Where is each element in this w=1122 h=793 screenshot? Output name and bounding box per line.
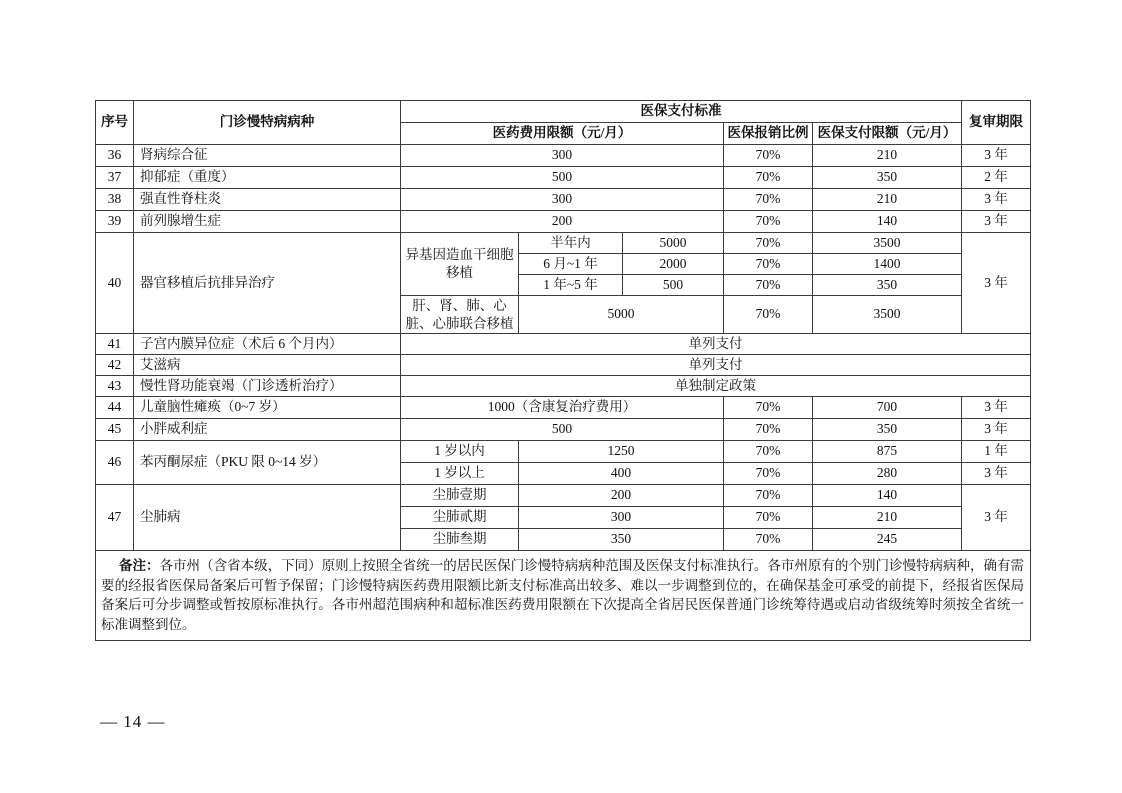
cell-pay-limit: 210 (813, 189, 962, 211)
table-row (96, 334, 1031, 355)
cell-period: 6 月~1 年 (519, 254, 623, 275)
table-row (96, 233, 1031, 254)
cell-pay-limit: 350 (813, 275, 962, 296)
cell-review: 3 年 (962, 397, 1031, 419)
cell-fee-limit: 300 (519, 507, 724, 529)
cell-pay-limit: 140 (813, 211, 962, 233)
cell-ratio: 70% (724, 254, 813, 275)
cell-ratio: 70% (724, 397, 813, 419)
cell-pay-limit: 140 (813, 485, 962, 507)
cell-no: 43 (96, 376, 134, 397)
cell-ratio: 70% (724, 529, 813, 551)
cell-review: 1 年 (962, 441, 1031, 463)
table-row (96, 441, 1031, 463)
cell-ratio: 70% (724, 296, 813, 334)
cell-age-band: 1 岁以上 (401, 463, 519, 485)
page-number: — 14 — (100, 712, 166, 731)
cell-disease: 艾滋病 (134, 355, 401, 376)
cell-pay-limit: 210 (813, 145, 962, 167)
header-row-1 (96, 101, 1031, 123)
cell-review: 3 年 (962, 485, 1031, 551)
header-pay-limit: 医保支付限额（元/月） (813, 123, 962, 145)
cell-no: 36 (96, 145, 134, 167)
cell-ratio: 70% (724, 419, 813, 441)
cell-ratio: 70% (724, 189, 813, 211)
cell-payment-policy: 单列支付 (401, 334, 1031, 355)
table-row (96, 397, 1031, 419)
cell-no: 41 (96, 334, 134, 355)
cell-disease: 器官移植后抗排异治疗 (134, 233, 401, 334)
cell-fee-limit: 200 (401, 211, 724, 233)
cell-no: 42 (96, 355, 134, 376)
table-row (96, 189, 1031, 211)
cell-ratio: 70% (724, 485, 813, 507)
cell-review: 3 年 (962, 463, 1031, 485)
cell-fee-limit: 500 (401, 167, 724, 189)
table-row (96, 485, 1031, 507)
cell-stage: 尘肺贰期 (401, 507, 519, 529)
cell-ratio: 70% (724, 211, 813, 233)
note-cell (96, 551, 1031, 641)
table-row (96, 167, 1031, 189)
cell-fee-limit: 5000 (623, 233, 724, 254)
cell-review: 3 年 (962, 419, 1031, 441)
cell-disease: 肾病综合征 (134, 145, 401, 167)
cell-disease: 苯丙酮尿症（PKU 限 0~14 岁） (134, 441, 401, 485)
cell-ratio: 70% (724, 441, 813, 463)
cell-pay-limit: 210 (813, 507, 962, 529)
cell-disease: 儿童脑性瘫痪（0~7 岁） (134, 397, 401, 419)
cell-disease: 尘肺病 (134, 485, 401, 551)
cell-pay-limit: 350 (813, 167, 962, 189)
cell-ratio: 70% (724, 275, 813, 296)
chronic-disease-benefits-table (95, 100, 1031, 641)
cell-no: 38 (96, 189, 134, 211)
table-row (96, 355, 1031, 376)
header-seq-no: 序号 (96, 101, 134, 145)
cell-transplant-type: 异基因造血干细胞移植 (401, 233, 519, 296)
cell-disease: 强直性脊柱炎 (134, 189, 401, 211)
cell-disease: 小胖威利症 (134, 419, 401, 441)
cell-stage: 尘肺壹期 (401, 485, 519, 507)
cell-ratio: 70% (724, 167, 813, 189)
header-review-period: 复审期限 (962, 101, 1031, 145)
cell-payment-policy: 单独制定政策 (401, 376, 1031, 397)
note-text: 各市州（含省本级，下同）原则上按照全省统一的居民医保门诊慢特病病种范围及医保支付标准执行。各市州原有的个别门诊慢特病病种，确有需要的经报省医保局备案后可暂予保留；门诊慢特病医药费用限额比新支付标准高出较多、难以一步调整到位的，在确保基金可承受的前提下，经报省医保局备案后可分步调整或暂按原标准执行。各市州超范围病种和超标准医药费用限额在下次提高全省居民医保普通门诊统筹待遇或启动省级统筹时须按全省统一标准调整到位。 (101, 558, 1025, 632)
table-row (96, 419, 1031, 441)
cell-pay-limit: 280 (813, 463, 962, 485)
cell-ratio: 70% (724, 233, 813, 254)
table-row (96, 145, 1031, 167)
cell-fee-limit: 1000（含康复治疗费用） (401, 397, 724, 419)
cell-pay-limit: 1400 (813, 254, 962, 275)
cell-fee-limit: 200 (519, 485, 724, 507)
cell-ratio: 70% (724, 463, 813, 485)
cell-fee-limit: 1250 (519, 441, 724, 463)
cell-age-band: 1 岁以内 (401, 441, 519, 463)
cell-pay-limit: 350 (813, 419, 962, 441)
cell-stage: 尘肺叁期 (401, 529, 519, 551)
cell-fee-limit: 400 (519, 463, 724, 485)
table-row (96, 376, 1031, 397)
cell-period: 半年内 (519, 233, 623, 254)
cell-review: 3 年 (962, 189, 1031, 211)
cell-disease: 抑郁症（重度） (134, 167, 401, 189)
cell-ratio: 70% (724, 145, 813, 167)
cell-no: 44 (96, 397, 134, 419)
cell-fee-limit: 300 (401, 145, 724, 167)
header-fee-limit: 医药费用限额（元/月） (401, 123, 724, 145)
note-row (96, 551, 1031, 641)
cell-no: 39 (96, 211, 134, 233)
cell-transplant-type: 肝、肾、肺、心脏、心肺联合移植 (401, 296, 519, 334)
cell-fee-limit: 5000 (519, 296, 724, 334)
cell-pay-limit: 700 (813, 397, 962, 419)
cell-fee-limit: 300 (401, 189, 724, 211)
header-disease: 门诊慢特病病种 (134, 101, 401, 145)
cell-pay-limit: 3500 (813, 233, 962, 254)
cell-review: 3 年 (962, 233, 1031, 334)
note-label: 备注： (119, 558, 160, 574)
cell-period: 1 年~5 年 (519, 275, 623, 296)
cell-no: 47 (96, 485, 134, 551)
cell-ratio: 70% (724, 507, 813, 529)
cell-review: 3 年 (962, 145, 1031, 167)
cell-no: 40 (96, 233, 134, 334)
cell-review: 3 年 (962, 211, 1031, 233)
cell-review: 2 年 (962, 167, 1031, 189)
cell-payment-policy: 单列支付 (401, 355, 1031, 376)
cell-pay-limit: 3500 (813, 296, 962, 334)
table-row (96, 211, 1031, 233)
cell-no: 37 (96, 167, 134, 189)
cell-disease: 慢性肾功能衰竭（门诊透析治疗） (134, 376, 401, 397)
cell-pay-limit: 245 (813, 529, 962, 551)
header-payment-standard: 医保支付标准 (401, 101, 962, 123)
cell-disease: 前列腺增生症 (134, 211, 401, 233)
cell-fee-limit: 350 (519, 529, 724, 551)
cell-fee-limit: 500 (623, 275, 724, 296)
cell-no: 46 (96, 441, 134, 485)
cell-fee-limit: 2000 (623, 254, 724, 275)
note-paragraph (101, 556, 1024, 634)
cell-disease: 子宫内膜异位症（术后 6 个月内） (134, 334, 401, 355)
header-reimburse-ratio: 医保报销比例 (724, 123, 813, 145)
cell-no: 45 (96, 419, 134, 441)
cell-fee-limit: 500 (401, 419, 724, 441)
cell-pay-limit: 875 (813, 441, 962, 463)
